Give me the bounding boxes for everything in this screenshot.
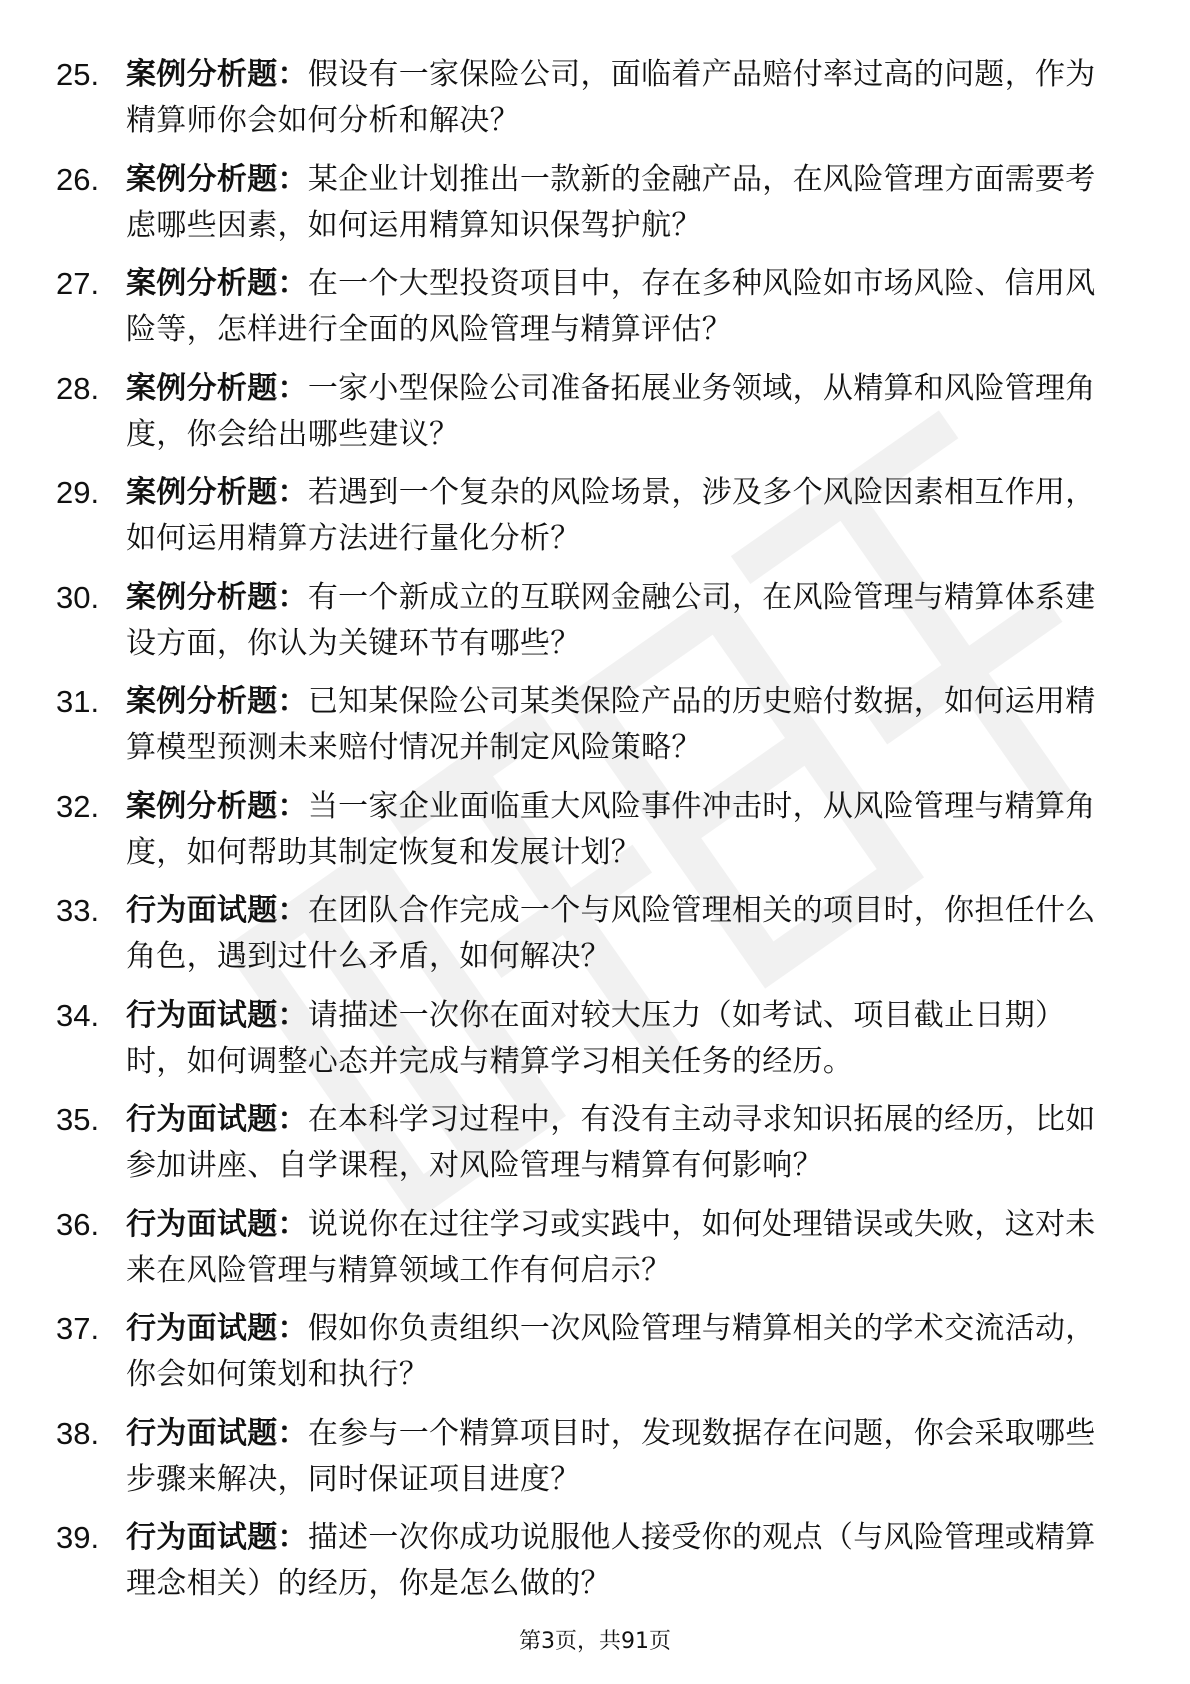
question-body [126,470,1116,562]
question-text: 已知某保险公司某类保险产品的历史赔付数据，如何运用精算模型预测未来赔付情况并制定风险策略？ [126,684,1096,765]
question-body [126,679,1116,771]
question-category: 案例分析题： [126,684,308,719]
question-text: 请描述一次你在面对较大压力（如考试、项目截止日期）时，如何调整心态并完成与精算学习相关任务的经历。 [126,997,1066,1079]
question-body [126,157,1116,249]
question-category: 行为面试题： [126,1102,308,1137]
question-item [0,1515,1190,1620]
question-body [126,784,1116,876]
question-number: 29. [56,475,100,510]
question-number: 35. [56,1102,100,1137]
question-item [0,157,1190,262]
question-item [0,888,1190,993]
question-body [126,888,1116,980]
question-text: 一家小型保险公司准备拓展业务领域，从精算和风险管理角度，你会给出哪些建议？ [126,370,1096,452]
question-body [126,1202,1116,1294]
question-number: 27. [56,266,100,301]
question-body [126,52,1116,144]
question-body [126,993,1116,1085]
page-footer [0,1627,1190,1657]
question-item [0,470,1190,575]
question-item [0,366,1190,471]
question-item [0,679,1190,784]
question-number: 39. [56,1520,100,1555]
question-category: 行为面试题： [126,1520,308,1555]
question-text: 当一家企业面临重大风险事件冲击时，从风险管理与精算角度，如何帮助其制定恢复和发展计划？ [126,788,1096,870]
question-text: 若遇到一个复杂的风险场景，涉及多个风险因素相互作用，如何运用精算方法进行量化分析？ [126,475,1096,556]
question-category: 行为面试题： [126,997,308,1033]
question-text: 假设有一家保险公司，面临着产品赔付率过高的问题，作为精算师你会如何分析和解决？ [126,57,1096,138]
question-text: 在参与一个精算项目时，发现数据存在问题，你会采取哪些步骤来解决，同时保证项目进度？ [126,1415,1096,1497]
question-number: 36. [56,1206,100,1242]
question-text: 某企业计划推出一款新的金融产品，在风险管理方面需要考虑哪些因素，如何运用精算知识保驾护航？ [126,161,1096,243]
question-text: 在团队合作完成一个与风险管理相关的项目时，你担任什么角色，遇到过什么矛盾，如何解决？ [126,893,1096,974]
question-number: 33. [56,893,100,928]
question-text: 描述一次你成功说服他人接受你的观点（与风险管理或精算理念相关）的经历，你是怎么做的？ [126,1520,1096,1601]
question-category: 行为面试题： [126,1415,308,1451]
question-category: 行为面试题： [126,893,308,928]
question-item [0,261,1190,366]
question-body [126,261,1116,353]
question-category: 案例分析题： [126,579,308,615]
question-category: 行为面试题： [126,1206,308,1242]
question-category: 案例分析题： [126,370,308,406]
question-number: 38. [56,1415,100,1451]
question-body [126,1411,1116,1503]
question-item [0,1411,1190,1516]
question-number: 30. [56,579,100,615]
question-number: 28. [56,370,100,406]
question-item [0,1306,1190,1411]
question-category: 案例分析题： [126,161,308,197]
question-number: 34. [56,997,100,1033]
question-text: 在一个大型投资项目中，存在多种风险如市场风险、信用风险等，怎样进行全面的风险管理与精算评估？ [126,266,1096,347]
question-category: 案例分析题： [126,475,308,510]
question-list [0,52,1190,1620]
question-item [0,575,1190,680]
question-body [126,1306,1116,1398]
question-number: 26. [56,161,100,197]
question-item [0,1097,1190,1202]
question-body [126,366,1116,458]
question-category: 案例分析题： [126,57,308,92]
question-text: 有一个新成立的互联网金融公司，在风险管理与精算体系建设方面，你认为关键环节有哪些？ [126,579,1096,661]
question-number: 25. [56,57,100,92]
question-body [126,575,1116,667]
page-number-label: 第3页，共91页 [519,1629,671,1654]
question-text: 假如你负责组织一次风险管理与精算相关的学术交流活动，你会如何策划和执行？ [126,1311,1096,1392]
question-category: 案例分析题： [126,788,308,824]
question-number: 31. [56,684,100,719]
question-item [0,1202,1190,1307]
question-category: 案例分析题： [126,266,308,301]
question-text: 在本科学习过程中，有没有主动寻求知识拓展的经历，比如参加讲座、自学课程，对风险管理与精算有何影响？ [126,1102,1096,1183]
question-body [126,1515,1116,1607]
question-item [0,52,1190,157]
question-category: 行为面试题： [126,1311,308,1346]
question-body [126,1097,1116,1189]
question-item [0,993,1190,1098]
question-item [0,784,1190,889]
question-text: 说说你在过往学习或实践中，如何处理错误或失败，这对未来在风险管理与精算领域工作有何启示？ [126,1206,1096,1288]
question-number: 32. [56,788,100,824]
question-number: 37. [56,1311,100,1346]
